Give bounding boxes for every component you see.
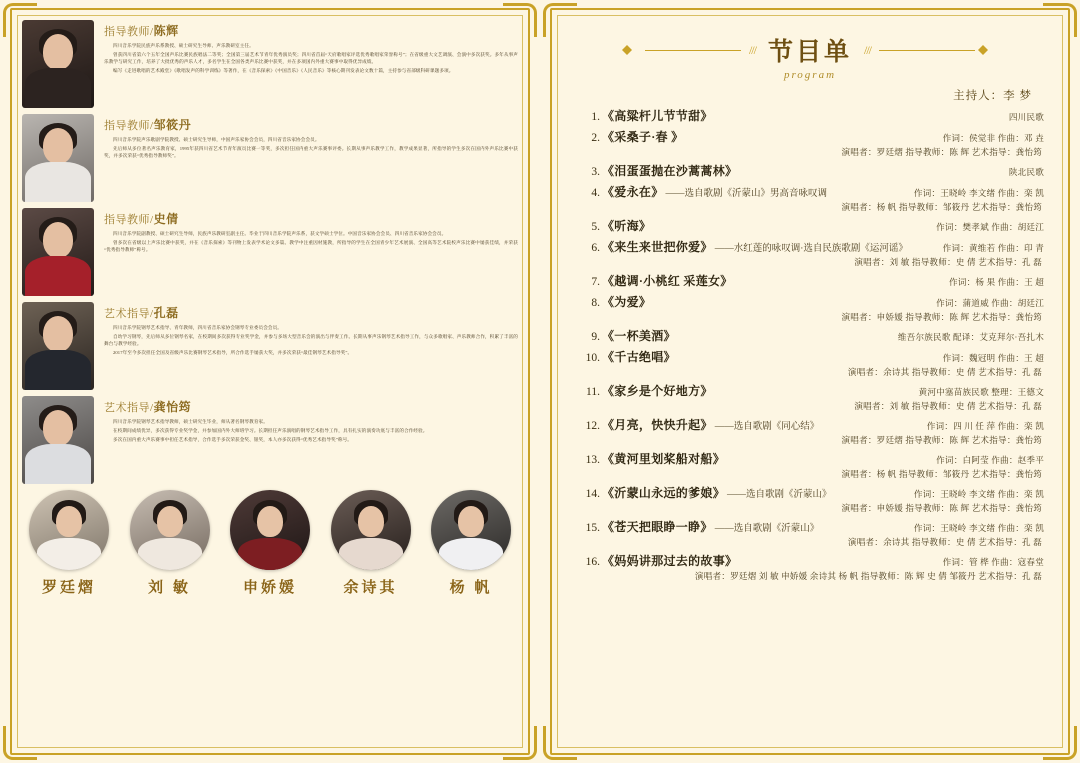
performer-name: 申娇媛: [242, 580, 297, 596]
item-credit: 作词：王晓岭 李文绪 作曲：栾 凯: [913, 489, 1044, 499]
program-item: [580, 416, 1044, 446]
teacher-role-label: 指导教师: [104, 26, 150, 38]
slash-ornament-icon: ///: [864, 42, 872, 57]
item-number: 16.: [585, 556, 600, 568]
program-item: [580, 183, 1044, 213]
performer-photo: [230, 490, 310, 570]
item-title: 《家乡是个好地方》: [602, 384, 713, 398]
item-number: 2.: [591, 132, 600, 144]
performer-photo: [29, 490, 109, 570]
teacher-name-heading: 指导教师/陈辉: [104, 24, 179, 38]
page-subtitle: program: [783, 69, 837, 81]
item-performers: 演唱者：刘 敏 指导教师：史 倩 艺术指导：孔 磊: [854, 401, 1042, 411]
program-item: [580, 484, 1044, 514]
performer-name: 杨 帆: [449, 580, 493, 596]
item-performers: 演唱者：杨 帆 指导教师：邹筱丹 艺术指导：龚怡筠: [841, 469, 1042, 479]
item-title: 《妈妈讲那过去的故事》: [602, 554, 738, 568]
diamond-ornament-icon: [983, 45, 993, 55]
item-number: 12.: [585, 420, 600, 432]
diamond-ornament-icon: [627, 45, 637, 55]
host-label: 主持人：李 梦: [953, 90, 1032, 102]
teacher-name-heading: 艺术指导/龚怡筠: [104, 400, 192, 414]
teacher-bio-text: 四川音乐学院钢琴艺术指导、青年教师，四川省音乐家协会钢琴专业委员会会员。 自幼学习钢琴，先后师从多位钢琴名家，在校期间多次获得专业奖学金，并参与多场大型音乐会的演出与伴奏工作。长期从事声乐钢琴艺术指导工作，与众多歌唱家、声乐教师合作，积累了丰富的舞台与教学经验。 2017年至今多次担任全国及省级声乐比赛钢琴艺术指导，所合作选手屡获大奖，并多次荣获“最佳钢琴艺术指导奖”。: [104, 325, 518, 355]
item-title: 《苍天把眼睁一睁》: [602, 520, 713, 534]
teacher-role-label: 指导教师: [104, 214, 150, 226]
teacher-role-label: 艺术指导: [104, 402, 150, 414]
performer-name: 罗廷熠: [41, 580, 96, 596]
item-performers: 演唱者：罗廷熠 刘 敏 申娇媛 余诗其 杨 帆 指导教师：陈 辉 史 倩 邹筱丹 艺术指导：孔 磊: [694, 571, 1042, 581]
performer-card: [326, 490, 416, 597]
item-number: 6.: [591, 242, 600, 254]
item-source: ——选自歌剧《沂蒙山》: [714, 524, 820, 534]
item-title: 《越调·小桃红 采莲女》: [602, 274, 733, 288]
item-title: 《爱永在》: [602, 185, 664, 199]
item-number: 9.: [591, 331, 600, 343]
program-item: [580, 518, 1044, 548]
item-number: 14.: [585, 488, 600, 500]
teacher-portrait-photo: [22, 20, 94, 108]
teacher-name: 龚怡筠: [153, 400, 192, 414]
program-header: [562, 32, 1058, 81]
item-number: 4.: [591, 187, 600, 199]
program-item: [580, 162, 1044, 179]
teacher-name-heading: 指导教师/史倩: [104, 212, 179, 226]
page-title: 节目单: [767, 39, 852, 66]
teacher-portrait-photo: [22, 114, 94, 202]
performer-photo: [130, 490, 210, 570]
performer-gallery: [22, 490, 518, 597]
item-source: ——选自歌剧《沂蒙山》男高音咏叹调: [665, 189, 828, 199]
teacher-role-label: 指导教师: [104, 120, 150, 132]
program-item: [580, 238, 1044, 268]
item-number: 7.: [591, 276, 600, 288]
program-item: [580, 272, 1044, 289]
item-credit: 作词：樊孝斌 作曲：胡廷江: [936, 222, 1044, 232]
teacher-bio-block: [22, 20, 518, 108]
item-source: ——选自歌剧《沂蒙山》: [727, 490, 832, 500]
teacher-portrait-photo: [22, 396, 94, 484]
program-item: [580, 348, 1044, 378]
item-performers: 演唱者：申娇媛 指导教师：陈 辉 艺术指导：龚怡筠: [841, 503, 1042, 513]
item-title: 《为爱》: [602, 295, 652, 309]
program-item: [580, 217, 1044, 234]
item-title: 《月亮，快快升起》: [602, 418, 713, 432]
program-list: [580, 107, 1044, 582]
item-credit: 作词：蒲道威 作曲：胡廷江: [936, 298, 1044, 308]
program-item: [580, 293, 1044, 323]
item-credit: 作词：四 川 任 萍 作曲：栾 凯: [926, 421, 1044, 431]
item-credit: 作词：杨 果 作曲：王 超: [949, 277, 1044, 287]
item-title: 《听海》: [602, 219, 652, 233]
performer-name: 刘 敏: [148, 580, 191, 596]
teacher-bio-text: 四川音乐学院副教授、硕士研究生导师，民族声乐教研室副主任。毕业于四川音乐学院声乐系，获文学硕士学位。中国音乐家协会会员、四川省音乐家协会会员。 曾多次在省级以上声乐比赛中获奖，并在《音乐探索》等刊物上发表学术论文多篇。教学中注重因材施教，所指导的学生在全国青少年艺术展演、全国高等艺术院校声乐比赛中屡获佳绩，并荣获“优秀指导教师”称号。: [104, 231, 518, 252]
program-item: [580, 552, 1044, 582]
item-credit: 维吾尔族民歌 配译：艾克拜尔·吾扎木: [897, 332, 1044, 342]
item-credit: 作词：黄维若 作曲：印 青: [942, 243, 1044, 253]
teacher-name: 陈辉: [153, 24, 179, 38]
teacher-bio-block: [22, 114, 518, 202]
item-title: 《千古绝唱》: [602, 350, 676, 364]
item-title: 《沂蒙山永远的爹娘》: [602, 486, 726, 500]
performer-photo: [331, 490, 411, 570]
teacher-name-heading: 指导教师/邹筱丹: [104, 118, 192, 132]
item-performers: 演唱者：罗廷熠 指导教师：陈 辉 艺术指导：龚怡筠: [841, 435, 1042, 445]
divider-line: [879, 50, 975, 51]
program-item: [580, 107, 1044, 124]
teacher-bio-block: [22, 302, 518, 390]
item-title: 《采桑子·春 》: [602, 130, 684, 144]
program-item: [580, 327, 1044, 344]
teacher-bio-text: 四川音乐学院声乐歌剧学院教授、硕士研究生导师，中国声乐家协会会员，四川省音乐家协会会员。 先后师从多位著名声乐教育家，1995年获四川省艺术节青年演员比赛一等奖，多次担任国内重大声乐赛事评委。长期从事声乐教学工作，教学成果显著，所指导的学生多次在国内外声乐比赛中获奖，并多次荣获“优秀指导教师奖”。: [104, 137, 518, 158]
item-source: ——选自歌剧《同心结》: [714, 422, 820, 432]
left-page-content: [22, 20, 518, 743]
program-item: [580, 128, 1044, 158]
divider-line: [645, 50, 741, 51]
program-item: [580, 382, 1044, 412]
item-number: 1.: [591, 111, 600, 123]
performer-card: [225, 490, 315, 597]
item-performers: 演唱者：刘 敏 指导教师：史 倩 艺术指导：孔 磊: [854, 257, 1042, 267]
item-number: 11.: [586, 386, 600, 398]
right-page-content: [562, 20, 1058, 743]
teacher-portrait-photo: [22, 302, 94, 390]
performer-photo: [431, 490, 511, 570]
item-credit: 作词：王晓岭 李文绪 作曲：栾 凯: [913, 523, 1044, 533]
item-credit: 作词：管 桦 作曲：寇春堂: [942, 557, 1044, 567]
item-performers: 演唱者：余诗其 指导教师：史 倩 艺术指导：孔 磊: [847, 367, 1042, 377]
item-title: 《泪蛋蛋抛在沙蒿蒿林》: [602, 164, 738, 178]
item-credit: 四川民歌: [1008, 112, 1044, 122]
item-performers: 演唱者：杨 帆 指导教师：邹筱丹 艺术指导：龚怡筠: [841, 202, 1042, 212]
title-ornament: [562, 32, 1058, 68]
item-performers: 演唱者：申娇媛 指导教师：陈 辉 艺术指导：龚怡筠: [841, 312, 1042, 322]
item-number: 8.: [591, 297, 600, 309]
teacher-name: 邹筱丹: [153, 118, 192, 132]
item-performers: 演唱者：罗廷熠 指导教师：陈 辉 艺术指导：龚怡筠: [841, 147, 1042, 157]
performer-card: [125, 490, 215, 597]
teacher-role-label: 艺术指导: [104, 308, 150, 320]
teacher-name: 孔磊: [153, 306, 179, 320]
item-credit: 作词：侯觉非 作曲：邓 垚: [942, 133, 1044, 143]
item-title: 《高粱杆儿节节甜》: [602, 109, 713, 123]
item-number: 13.: [585, 454, 600, 466]
performer-card: [24, 490, 114, 597]
item-credit: 作词：白阿莹 作曲：赵季平: [936, 455, 1044, 465]
item-title: 《一杯美酒》: [602, 329, 676, 343]
item-title: 《黄河里划桨船对船》: [602, 452, 726, 466]
performer-name: 余诗其: [343, 580, 398, 596]
performer-card: [426, 490, 516, 597]
teacher-name-heading: 艺术指导/孔磊: [104, 306, 179, 320]
teacher-bio-block: [22, 396, 518, 484]
teacher-name: 史倩: [153, 212, 179, 226]
item-performers: 演唱者：余诗其 指导教师：史 倩 艺术指导：孔 磊: [847, 537, 1042, 547]
teacher-portrait-photo: [22, 208, 94, 296]
item-number: 5.: [591, 221, 600, 233]
item-credit: 作词：王晓岭 李文绪 作曲：栾 凯: [913, 188, 1044, 198]
slash-ornament-icon: ///: [748, 42, 756, 57]
teacher-bio-text: 四川音乐学院民族声乐系教授、硕士研究生导师、声乐教研室主任。 曾获四川省第六个五年全国声乐比赛民族唱法二等奖；全国第三届艺术节青年优秀演员奖；四川省首届“天府歌唱家评选优秀歌唱家荣誉称号”；在省级重大文艺调演、会演中多次获奖。多年从事声乐教学与研究工作，培养了大批优秀的声乐人才，多名学生在全国各类声乐比赛中获奖，并在多项国内外重大赛事中取得优异成绩。 编写《走进歌唱的艺术殿堂》《歌唱发声的科学训练》等著作，在《音乐探索》《中国音乐》《人民音乐》等核心期刊发表论文数十篇，主持参与省部级科研课题多项。: [104, 43, 518, 73]
item-number: 15.: [585, 522, 600, 534]
item-credit: 黄河中塞苗族民歌 整理：王德文: [918, 387, 1044, 397]
item-credit: 作词：魏冠明 作曲：王 超: [942, 353, 1044, 363]
program-item: [580, 450, 1044, 480]
right-page: [540, 0, 1080, 763]
item-credit: 陕北民歌: [1008, 167, 1044, 177]
item-source: ——水红莲的咏叹调·选自民族歌剧《运河谣》: [714, 244, 908, 254]
item-number: 10.: [585, 352, 600, 364]
teacher-bio-block: [22, 208, 518, 296]
item-title: 《来生来世把你爱》: [602, 240, 713, 254]
item-number: 3.: [591, 166, 600, 178]
teacher-bio-text: 四川音乐学院钢琴艺术指导教师，硕士研究生毕业，师从著名钢琴教育家。 在校期间成绩优异，多次获得专业奖学金，并参加国内外大师班学习。长期担任声乐演唱的钢琴艺术指导工作，具有扎实的演奏功底与丰富的合作经验。 多次在国内重大声乐赛事中担任艺术指导，合作选手多次荣获金奖、银奖，本人亦多次获得“优秀艺术指导奖”称号。: [113, 419, 428, 442]
